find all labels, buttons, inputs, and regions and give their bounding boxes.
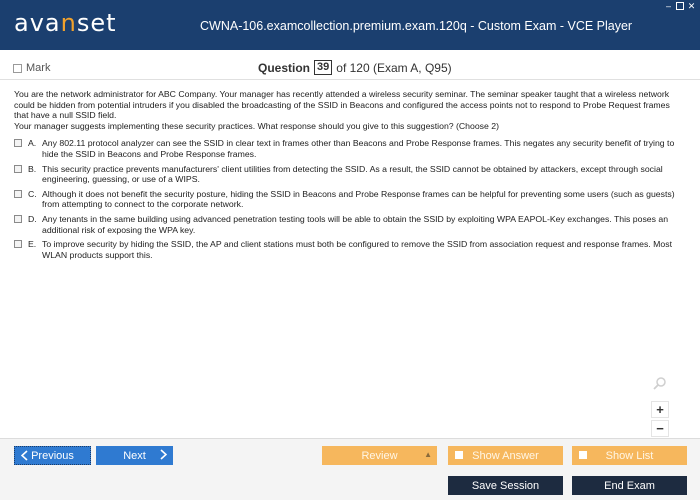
checkbox-icon[interactable] — [14, 139, 22, 147]
close-icon[interactable]: ✕ — [687, 1, 696, 11]
navigation-bar — [0, 438, 700, 500]
checkbox-icon — [579, 451, 587, 459]
checkbox-icon[interactable] — [14, 165, 22, 173]
answer-option-a[interactable] — [14, 138, 686, 159]
zoom-in-button[interactable]: + — [651, 401, 669, 418]
question-header — [0, 54, 700, 80]
previous-label: Previous — [31, 449, 74, 462]
chevron-right-icon — [160, 449, 167, 463]
show-list-button[interactable] — [572, 446, 687, 465]
title-bar — [0, 0, 700, 50]
answer-option-e[interactable] — [14, 239, 686, 260]
triangle-up-icon: ▲ — [424, 450, 432, 459]
option-text: Any 802.11 protocol analyzer can see the SSID in clear text in frames other than Beacons and Probe Response frames. This negates any security benefit of trying to hide the SSID in Beacons and Probe Response frames. — [42, 138, 675, 159]
search-icon[interactable] — [653, 376, 667, 390]
option-text: This security practice prevents manufacturers' client utilities from detecting the SSID. As a result, the SSID cannot be obtained by attackers, except through social engineering, guessing, or use of a WIPS. — [42, 163, 663, 185]
option-letter: E. — [28, 239, 37, 250]
answer-option-d[interactable] — [14, 214, 686, 235]
next-label: Next — [123, 449, 146, 462]
checkbox-icon[interactable] — [14, 215, 22, 223]
option-text: Any tenants in the same building using advanced penetration testing tools will be able to obtain the SSID by exploiting WPA EAPOL-Key exchanges. This poses an additional risk of exposing the WPA key. — [42, 213, 669, 235]
end-exam-button[interactable] — [572, 476, 687, 495]
save-session-button[interactable] — [448, 476, 563, 495]
option-text: Although it does not benefit the security posture, hiding the SSID in Beacons and Probe Response frames can be helpful for preventing some users (such as guests) from attempting to connect to the corporate network. — [42, 188, 675, 210]
logo-prefix: ava — [14, 9, 61, 37]
option-letter: B. — [28, 163, 37, 174]
show-answer-button[interactable] — [448, 446, 563, 465]
minimize-icon[interactable]: – — [665, 1, 671, 11]
avanset-logo — [14, 9, 117, 37]
option-text: To improve security by hiding the SSID, the AP and client stations must both be configured to remove the SSID from association request and response frames. Most WLAN products support this. — [42, 239, 673, 260]
previous-button[interactable] — [14, 446, 91, 465]
question-content — [14, 89, 686, 264]
chevron-left-icon — [21, 450, 28, 464]
review-label: Review — [361, 449, 398, 462]
end-exam-label: End Exam — [604, 479, 655, 492]
review-button[interactable] — [322, 446, 437, 465]
question-label: Question — [258, 60, 311, 75]
question-number-input[interactable]: 39 — [314, 60, 332, 75]
option-letter: D. — [28, 213, 37, 224]
mark-label: Mark — [26, 62, 51, 74]
save-session-label: Save Session — [471, 479, 540, 492]
zoom-controls — [651, 376, 669, 437]
window-controls — [664, 2, 696, 11]
checkbox-icon[interactable] — [14, 190, 22, 198]
window-title: CWNA-106.examcollection.premium.exam.120q - Custom Exam - VCE Player — [200, 19, 633, 33]
question-stem — [14, 89, 686, 131]
logo-suffix: set — [76, 9, 117, 37]
answer-option-b[interactable] — [14, 164, 686, 185]
zoom-out-button[interactable]: − — [651, 420, 669, 437]
option-letter: C. — [28, 188, 37, 199]
logo-accent: n — [60, 9, 77, 37]
mark-checkbox[interactable] — [13, 62, 50, 74]
answer-options — [14, 138, 686, 260]
answer-option-c[interactable] — [14, 189, 686, 210]
question-total: of 120 (Exam A, Q95) — [336, 60, 452, 75]
option-letter: A. — [28, 138, 37, 149]
question-prompt: Your manager suggests implementing these security practices. What response should you give to this suggestion? (Choose 2) — [14, 120, 499, 131]
checkbox-icon — [13, 64, 22, 73]
show-answer-label: Show Answer — [472, 449, 539, 462]
show-list-label: Show List — [605, 449, 654, 462]
maximize-icon[interactable] — [676, 2, 684, 10]
next-button[interactable] — [96, 446, 173, 465]
question-counter — [258, 60, 452, 75]
checkbox-icon — [455, 451, 463, 459]
checkbox-icon[interactable] — [14, 240, 22, 248]
question-text: You are the network administrator for ABC Company. Your manager has recently attended a wireless security seminar. The seminar speaker taught that a wireless network could be hidden from potential intruders if you disabled the broadcasting of the SSID in Beacons and configured the access points not to respond to Probe Request frames that have a null SSID field. — [14, 89, 670, 121]
